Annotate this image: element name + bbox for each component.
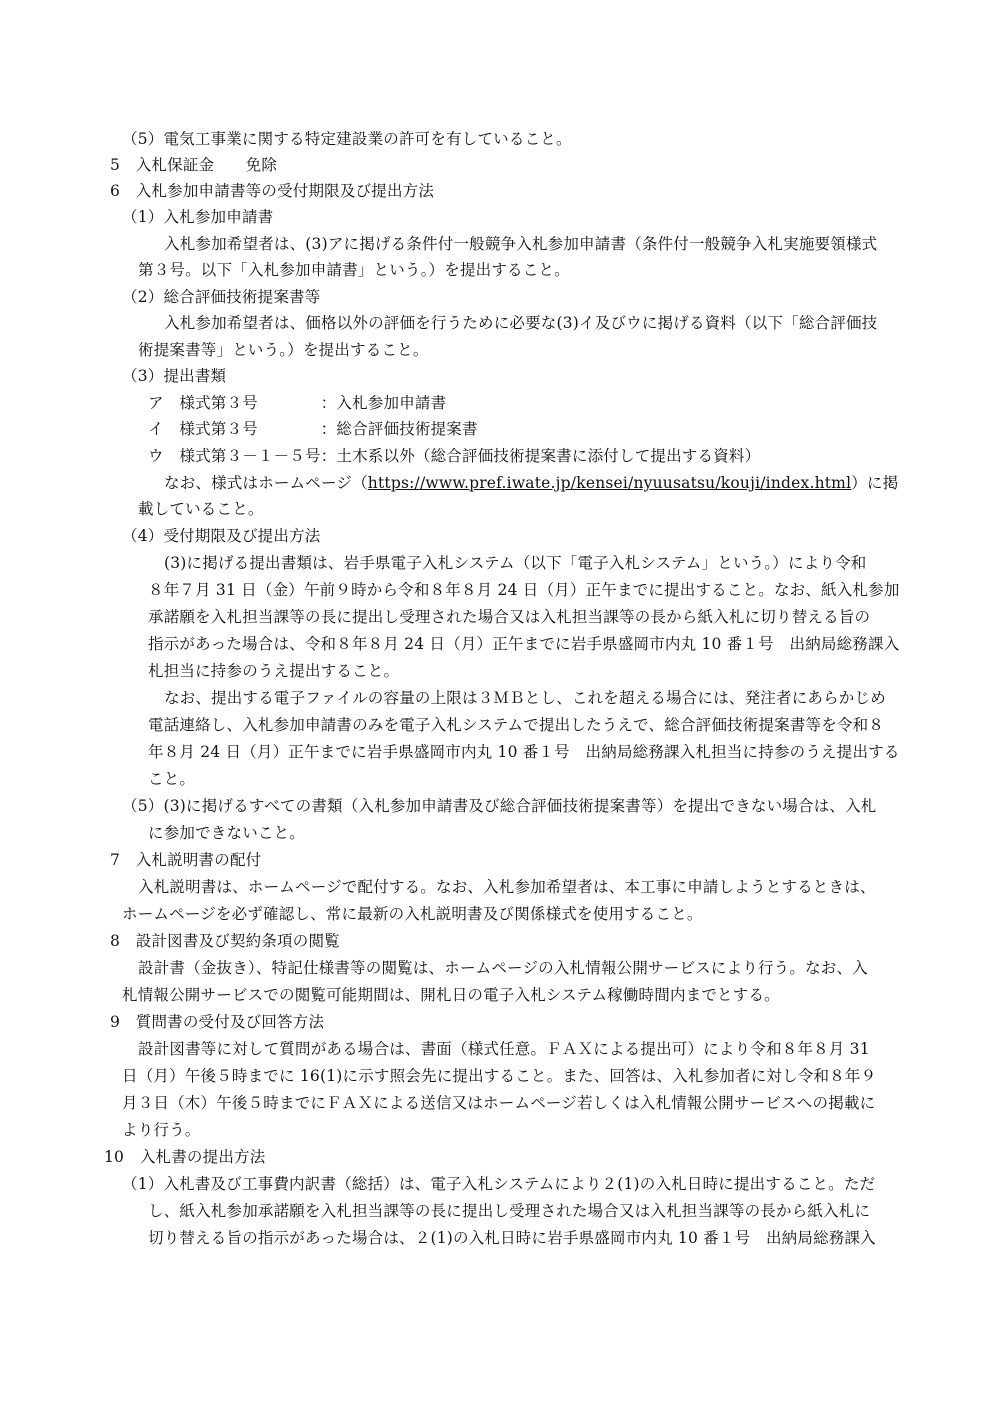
paragraph-line: 入札参加希望者は、(3)アに掲げる条件付一般競争入札参加申請書（条件付一般競争入札実施要領様式 xyxy=(164,235,878,253)
subsection-1-heading: （1）入札参加申請書 xyxy=(122,208,274,226)
paragraph-line: 札担当に持参のうえ提出すること。 xyxy=(148,662,400,680)
subsection-3-heading: （3）提出書類 xyxy=(122,367,227,385)
form-item-u: ウ 様式第３－１－５号：土木系以外（総合評価技術提案書に添付して提出する資料） xyxy=(148,447,761,465)
paragraph-line: 入札説明書は、ホームページで配付する。なお、入札参加希望者は、本工事に申請しようとするときは、 xyxy=(138,878,876,896)
section-7-heading: 7 入札説明書の配付 xyxy=(110,851,262,869)
paragraph-line: に参加できないこと。 xyxy=(148,824,306,842)
paragraph-line: ホームページを必ず確認し、常に最新の入札説明書及び関係様式を使用すること。 xyxy=(122,905,703,923)
section-10-heading: 10 入札書の提出方法 xyxy=(104,1148,266,1166)
paragraph-line: 設計書（金抜き）、特記仕様書等の閲覧は、ホームページの入札情報公開サービスにより行う。なお、入 xyxy=(138,959,868,977)
paragraph-line: 電話連絡し、入札参加申請書のみを電子入札システムで提出したうえで、総合評価技術提案書等を令和８ xyxy=(148,716,885,734)
paragraph-line: 年８月 24 日（月）正午までに岩手県盛岡市内丸 10 番１号 出納局総務課入札担当に持参のうえ提出する xyxy=(148,743,900,761)
subsection-4-heading: （4）受付期限及び提出方法 xyxy=(122,527,321,545)
item-5-electrical-license: （5）電気工事業に関する特定建設業の許可を有していること。 xyxy=(122,130,572,148)
paragraph-line: より行う。 xyxy=(122,1121,201,1139)
paragraph-text: ）に掲 xyxy=(851,474,899,492)
paragraph-line: (3)に掲げる提出書類は、岩手県電子入札システム（以下「電子入札システム」という。）により令和 xyxy=(164,554,867,572)
section-5-heading: 5 入札保証金 免除 xyxy=(110,156,278,174)
paragraph-line: し、紙入札参加承諾願を入札担当課等の長に提出し受理された場合又は入札担当課等の長から紙入札に xyxy=(148,1202,871,1220)
paragraph-line: 設計図書等に対して質問がある場合は、書面（様式任意。ＦＡＸによる提出可）により令和８年８月 31 xyxy=(138,1040,870,1058)
paragraph-line: 月３日（木）午後５時までにＦＡＸによる送信又はホームページ若しくは入札情報公開サービスへの掲載に xyxy=(122,1094,876,1112)
paragraph-line: 日（月）午後５時までに 16(1)に示す照会先に提出すること。また、回答は、入札参加者に対し令和８年９ xyxy=(122,1067,877,1085)
paragraph-line: 指示があった場合は、令和８年８月 24 日（月）正午までに岩手県盛岡市内丸 10 番１号 出納局総務課入 xyxy=(148,635,900,653)
section-6-heading: 6 入札参加申請書等の受付期限及び提出方法 xyxy=(110,182,435,200)
subsection-5-line: （5）(3)に掲げるすべての書類（入札参加申請書及び総合評価技術提案書等）を提出できない場合は、入札 xyxy=(122,797,877,815)
form-item-i: イ 様式第３号 ：総合評価技術提案書 xyxy=(148,420,478,438)
paragraph-line xyxy=(164,472,898,494)
paragraph-line: 載していること。 xyxy=(138,500,264,518)
section-9-heading: 9 質問書の受付及び回答方法 xyxy=(110,1013,325,1031)
paragraph-line: 切り替える旨の指示があった場合は、２(1)の入札日時に岩手県盛岡市内丸 10 番１号 出納局総務課入 xyxy=(148,1229,876,1247)
form-item-a: ア 様式第３号 ：入札参加申請書 xyxy=(148,394,447,412)
paragraph-text: なお、様式はホームページ（ xyxy=(164,474,368,492)
paragraph-line: ８年７月 31 日（金）午前９時から令和８年８月 24 日（月）正午までに提出すること。なお、紙入札参加 xyxy=(148,581,900,599)
section-8-heading: 8 設計図書及び契約条項の閲覧 xyxy=(110,932,340,950)
paragraph-line: 術提案書等」という。）を提出すること。 xyxy=(138,341,429,359)
paragraph-line: （1）入札書及び工事費内訳書（総括）は、電子入札システムにより２(1)の入札日時に提出すること。ただ xyxy=(122,1175,876,1193)
paragraph-line: 第３号。以下「入札参加申請書」という。）を提出すること。 xyxy=(138,261,570,279)
paragraph-line: なお、提出する電子ファイルの容量の上限は３ＭＢとし、これを超える場合には、発注者にあらかじめ xyxy=(164,689,886,707)
homepage-link[interactable]: https://www.pref.iwate.jp/kensei/nyuusatsu/kouji/index.html xyxy=(367,474,852,492)
subsection-2-heading: （2）総合評価技術提案書等 xyxy=(122,288,321,306)
paragraph-line: こと。 xyxy=(148,770,196,788)
paragraph-line: 札情報公開サービスでの閲覧可能期間は、開札日の電子入札システム稼働時間内までとする。 xyxy=(122,986,780,1004)
paragraph-line: 入札参加希望者は、価格以外の評価を行うために必要な(3)イ及びウに掲げる資料（以下「総合評価技 xyxy=(164,314,878,332)
paragraph-line: 承諾願を入札担当課等の長に提出し受理された場合又は入札担当課等の長から紙入札に切り替える旨の xyxy=(148,608,871,626)
